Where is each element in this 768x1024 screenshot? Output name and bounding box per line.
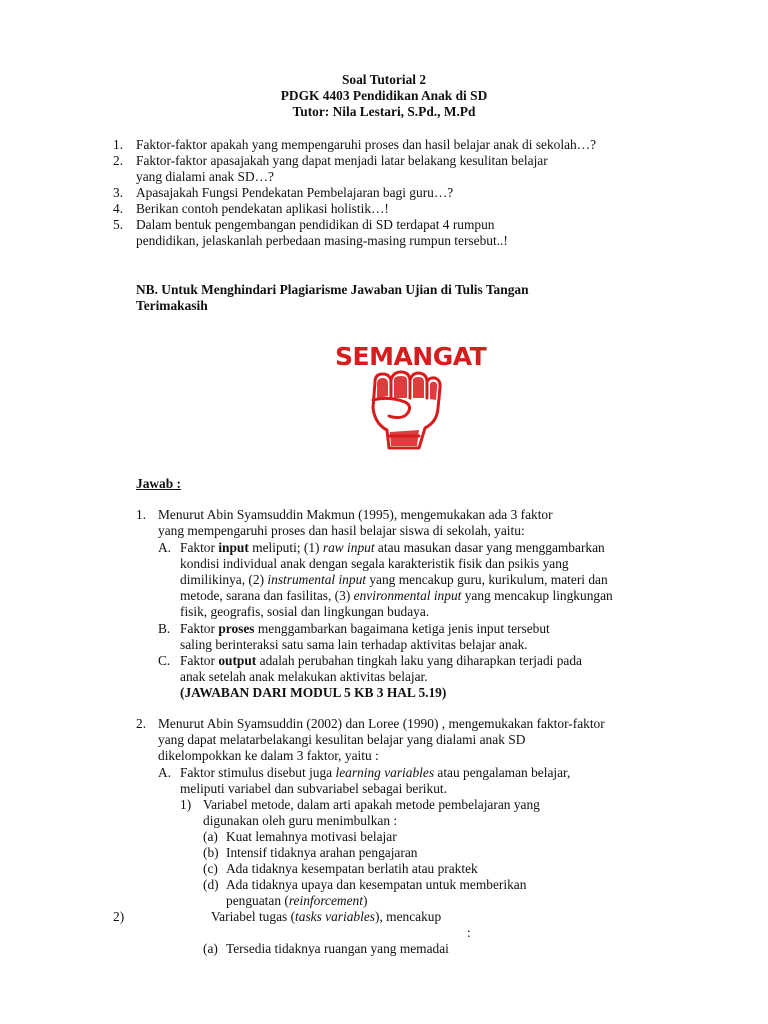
question-text: Faktor-faktor apasajakah yang dapat menjadi latar belakang kesulitan belajar — [136, 153, 548, 168]
answer-text: Menurut Abin Syamsuddin (2002) dan Loree (1990) , mengemukakan faktor-faktor — [158, 716, 605, 731]
answer-text: Menurut Abin Syamsuddin Makmun (1995), mengemukakan ada 3 faktor — [158, 507, 553, 522]
answer-text: Faktor input meliputi; (1) raw input atau masukan dasar yang menggambarkan — [180, 540, 605, 555]
question-text: yang dialami anak SD…? — [136, 169, 274, 184]
answer-text: saling berinteraksi satu sama lain terhadap aktivitas belajar anak. — [180, 637, 528, 652]
item-label: (a) — [203, 941, 218, 956]
item-label: (b) — [203, 845, 219, 860]
answer-text: meliputi variabel dan subvariabel sebagai berikut. — [180, 781, 447, 796]
answer-text: Faktor proses menggambarkan bagaimana ketiga jenis input tersebut — [180, 621, 550, 636]
question-number: 1. — [113, 137, 124, 152]
answer-text: yang dapat melatarbelakangi kesulitan belajar yang dialami anak SD — [158, 732, 526, 747]
question-number: 4. — [113, 201, 124, 216]
item-label: 1) — [180, 797, 192, 812]
title-soal-tutorial: Soal Tutorial 2 — [341, 72, 427, 87]
question-number: 5. — [113, 217, 124, 232]
answer-text: fisik, geografis, sosial dan lingkungan budaya. — [180, 604, 430, 619]
question-text: Berikan contoh pendekatan aplikasi holistik…! — [136, 201, 389, 216]
answer-text: kondisi individual anak dengan segala karakteristik fisik dan psikis yang — [180, 556, 569, 571]
question-text: Apasajakah Fungsi Pendekatan Pembelajaran bagi guru…? — [136, 185, 454, 200]
answer-text: digunakan oleh guru menimbulkan : — [203, 813, 398, 828]
answer-text: Faktor output adalah perubahan tingkah laku yang diharapkan terjadi pada — [180, 653, 582, 668]
answer-text: Ada tidaknya kesempatan berlatih atau praktek — [226, 861, 478, 876]
question-text: pendidikan, jelaskanlah perbedaan masing-masing rumpun tersebut..! — [136, 233, 508, 248]
answer-text: Tersedia tidaknya ruangan yang memadai — [226, 941, 449, 956]
answer-text: Ada tidaknya upaya dan kesempatan untuk memberikan — [226, 877, 527, 892]
answer-number: 2. — [136, 716, 147, 731]
answer-number: 1. — [136, 507, 147, 522]
item-label: (d) — [203, 877, 219, 892]
answer-text: : — [467, 925, 471, 940]
item-label: (c) — [203, 861, 218, 876]
item-label: A. — [158, 540, 172, 555]
answer-text: Faktor stimulus disebut juga learning variables atau pengalaman belajar, — [180, 765, 571, 780]
answer-text: Kuat lemahnya motivasi belajar — [226, 829, 397, 844]
item-label: 2) — [113, 909, 125, 924]
semangat-text: SEMANGAT — [335, 342, 487, 371]
plagiarism-note: NB. Untuk Menghindari Plagiarisme Jawaban Ujian di Tulis Tangan — [136, 282, 529, 297]
fist-icon — [361, 368, 449, 452]
answer-text: Intensif tidaknya arahan pengajaran — [226, 845, 418, 860]
answer-text: anak setelah anak melakukan aktivitas belajar. — [180, 669, 428, 684]
answer-heading: Jawab : — [136, 476, 182, 491]
answer-source: (JAWABAN DARI MODUL 5 KB 3 HAL 5.19) — [180, 685, 447, 700]
answer-text: dimilikinya, (2) instrumental input yang mencakup guru, kurikulum, materi dan — [180, 572, 608, 587]
question-text: Faktor-faktor apakah yang mempengaruhi proses dan hasil belajar anak di sekolah…? — [136, 137, 597, 152]
item-label: C. — [158, 653, 171, 668]
item-label: A. — [158, 765, 172, 780]
question-number: 3. — [113, 185, 124, 200]
answer-text: Variabel tugas (tasks variables), mencakup — [211, 909, 442, 924]
item-label: B. — [158, 621, 171, 636]
thanks-note: Terimakasih — [136, 298, 208, 313]
semangat-logo — [335, 342, 487, 452]
answer-text: penguatan (reinforcement) — [226, 893, 368, 908]
answer-text: yang mempengaruhi proses dan hasil belajar siswa di sekolah, yaitu: — [158, 523, 525, 538]
title-course: PDGK 4403 Pendidikan Anak di SD — [280, 88, 488, 103]
answer-text: Variabel metode, dalam arti apakah metode pembelajaran yang — [203, 797, 540, 812]
question-number: 2. — [113, 153, 124, 168]
answer-text: dikelompokkan ke dalam 3 faktor, yaitu : — [158, 748, 379, 763]
answer-text: metode, sarana dan fasilitas, (3) environmental input yang mencakup lingkungan — [180, 588, 613, 603]
item-label: (a) — [203, 829, 218, 844]
question-text: Dalam bentuk pengembangan pendidikan di SD terdapat 4 rumpun — [136, 217, 495, 232]
title-tutor: Tutor: Nila Lestari, S.Pd., M.Pd — [292, 104, 476, 119]
